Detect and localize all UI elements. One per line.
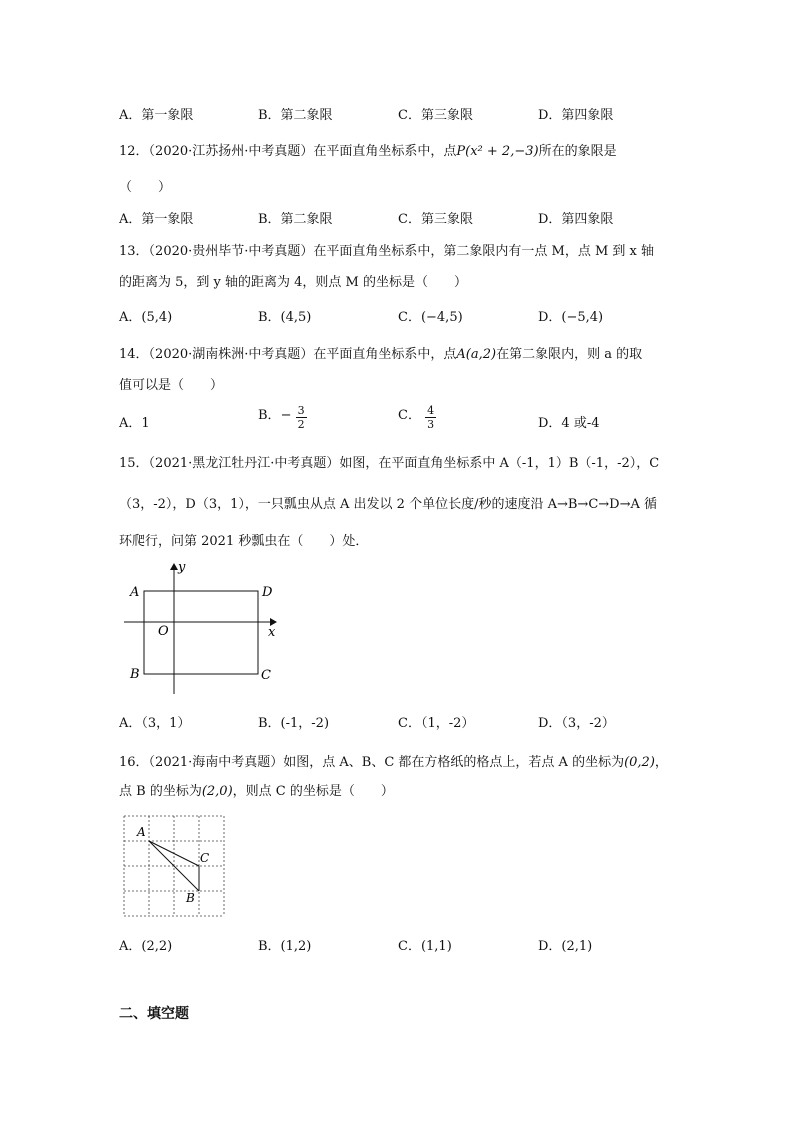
q16-line2-suffix: ，则点 C 的坐标是（ ） <box>232 784 394 799</box>
q13-option-a: A．(5,4) <box>119 310 173 325</box>
label-b: B <box>130 667 140 682</box>
label-origin: O <box>158 624 169 639</box>
q15-coordinate-figure <box>118 558 288 698</box>
q16-line1-suffix: ， <box>654 755 668 770</box>
q14-stem-line2: 值可以是（ ） <box>119 378 224 393</box>
q11-option-c: C．第三象限 <box>398 108 473 123</box>
q11-options <box>119 104 699 126</box>
grid-label-b: B <box>186 891 195 905</box>
q15-stem-line1: 15．（2021·黑龙江牡丹江·中考真题）如图，在平面直角坐标系中 A（-1，1）B（-1，-2），C <box>119 456 660 471</box>
q13-options <box>119 306 699 328</box>
q14-suffix: 在第二象限内，则 a 的取 <box>496 347 643 362</box>
q16-line1-prefix: 16．（2021·海南中考真题）如图，点 A、B、C 都在方格纸的格点上，若点 A 的坐标为 <box>119 755 625 770</box>
q14-options <box>119 404 699 438</box>
q14-option-c-fraction <box>425 404 436 431</box>
q16-options <box>119 935 699 957</box>
q16-stem-line1 <box>119 751 668 770</box>
label-x: x <box>268 625 276 640</box>
q14-option-d: D．4 或-4 <box>538 416 600 431</box>
q15-stem-line3: 环爬行，问第 2021 秒瓢虫在（ ）处． <box>119 534 369 549</box>
q16-point-b-coord: (2,0) <box>201 784 233 799</box>
q15-option-c: C．（1，-2） <box>398 716 475 731</box>
q15-option-d: D．（3，-2） <box>538 716 615 731</box>
label-y: y <box>178 560 186 575</box>
q13-option-d: D．(−5,4) <box>538 310 604 325</box>
q14-option-b-label: B． <box>258 408 281 423</box>
q14-prefix: 14．（2020·湖南株洲·中考真题）在平面直角坐标系中，点 <box>119 347 457 362</box>
q13-option-b: B．(4,5) <box>258 310 312 325</box>
q12-option-d: D．第四象限 <box>538 212 614 227</box>
q12-suffix: 所在的象限是 <box>538 144 617 159</box>
q13-stem-line1: 13．（2020·贵州毕节·中考真题）在平面直角坐标系中，第二象限内有一点 M，点 M 到 x 轴 <box>119 244 655 259</box>
q11-option-d: D．第四象限 <box>538 108 614 123</box>
q15-stem-line2: （3，-2），D（3，1），一只瓢虫从点 A 出发以 2 个单位长度/秒的速度沿 A→B→C→D→A 循 <box>119 497 658 512</box>
q14-point-expression: A(a,2) <box>456 347 497 362</box>
q16-option-a: A．(2,2) <box>119 939 173 954</box>
q14-option-b-fraction <box>296 404 307 431</box>
q16-option-c: C．(1,1) <box>398 939 452 954</box>
q14-stem-line1 <box>119 343 642 362</box>
q12-option-c: C．第三象限 <box>398 212 473 227</box>
grid-label-c: C <box>200 851 210 865</box>
q16-line2-prefix: 点 B 的坐标为 <box>119 784 202 799</box>
q14-option-b-denominator: 2 <box>297 418 305 431</box>
q16-option-d: D．(2,1) <box>538 939 593 954</box>
q12-prefix: 12．（2020·江苏扬州·中考真题）在平面直角坐标系中，点 <box>119 144 457 159</box>
q14-option-c <box>398 404 436 431</box>
q14-option-b-numerator: 3 <box>297 404 305 417</box>
q16-grid-figure <box>120 812 228 920</box>
q13-option-c: C．(−4,5) <box>398 310 463 325</box>
q15-option-a: A．（3，1） <box>119 716 191 731</box>
q14-option-b-sign: − <box>280 408 292 423</box>
grid-label-a: A <box>137 825 146 839</box>
q14-option-c-numerator: 4 <box>427 404 435 417</box>
label-a: A <box>130 585 140 600</box>
section-heading-fill-in: 二、填空题 <box>119 1006 189 1022</box>
q16-stem-line2 <box>119 780 394 799</box>
q15-options <box>119 712 699 734</box>
label-c: C <box>261 668 271 683</box>
q12-point-expression: P(x² + 2,−3) <box>456 144 539 159</box>
q16-option-b: B．(1,2) <box>258 939 312 954</box>
label-d: D <box>262 585 273 600</box>
q12-options <box>119 208 699 230</box>
q11-option-a: A．第一象限 <box>119 108 194 123</box>
q12-option-a: A．第一象限 <box>119 212 194 227</box>
q11-option-b: B．第二象限 <box>258 108 333 123</box>
q14-option-b <box>258 404 307 431</box>
q12-blank: （ ） <box>119 180 172 195</box>
q14-option-c-denominator: 3 <box>427 418 435 431</box>
q12-option-b: B．第二象限 <box>258 212 333 227</box>
q14-option-c-label: C． <box>398 408 421 423</box>
q13-stem-line2: 的距离为 5，到 y 轴的距离为 4，则点 M 的坐标是（ ） <box>119 275 467 290</box>
q16-point-a-coord: (0,2) <box>624 755 655 770</box>
q12-stem <box>119 140 617 159</box>
q15-option-b: B．(-1，-2) <box>258 716 330 731</box>
q14-option-a: A．1 <box>119 416 150 431</box>
